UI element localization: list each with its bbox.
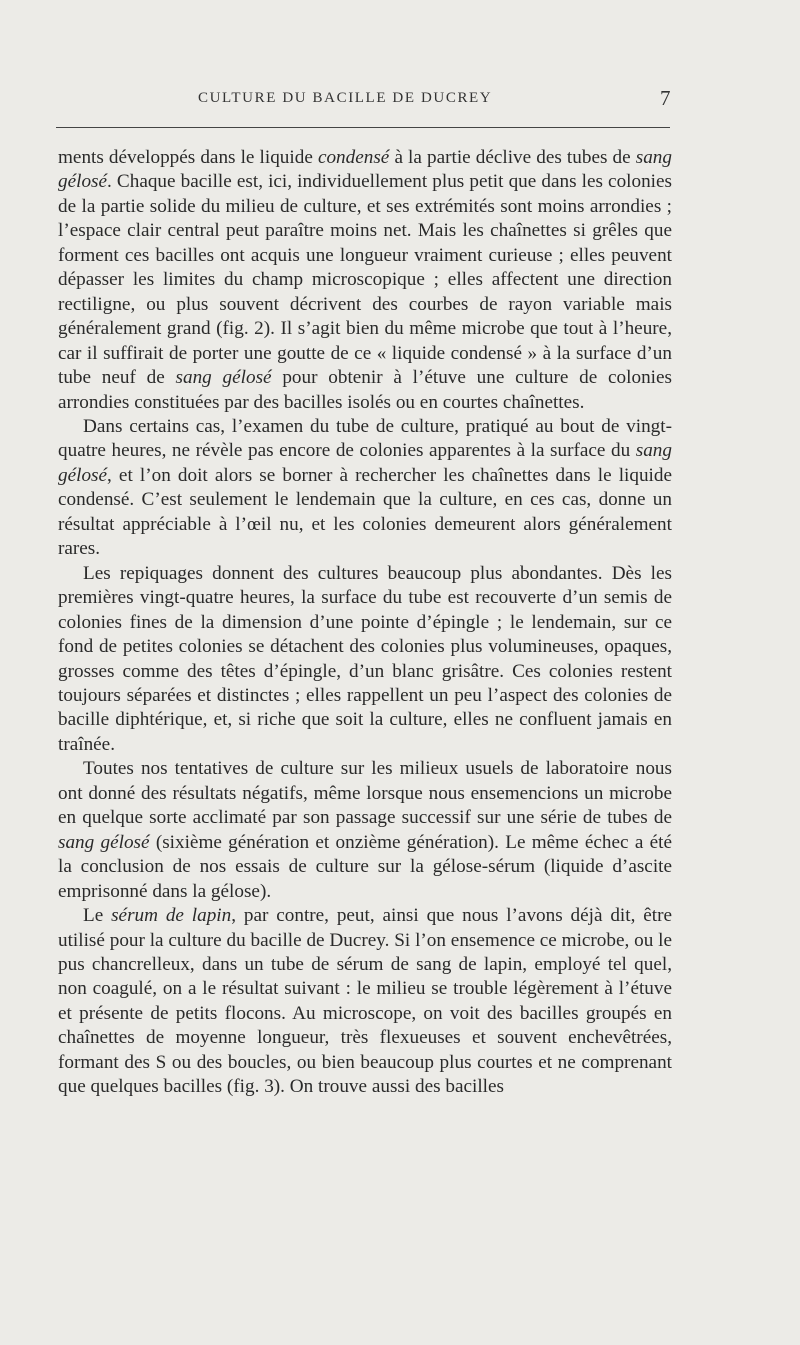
body-text xyxy=(58,146,672,1100)
italic-term: sang gélosé xyxy=(175,367,272,389)
text-run: Le xyxy=(83,905,112,927)
text-run: Les repiquages donnent des cultures beaucoup plus abondantes. Dès les premières vingt-quatre heures, la surface du tube est recouverte d’un semis de colonies fines de la dimension d’une pointe d’épingle ; le lendemain, sur ce fond de petites colonies se détachent des colonies plus volumineuses, opaques, grosses comme des têtes d’épingle, d’un blanc grisâtre. Ces colonies restent toujours séparées et distinctes ; elles rappellent un peu l’aspect des colonies de bacille diphtérique, et, si riche que soit la culture, elles ne confluent jamais en traînée. xyxy=(58,562,672,755)
text-run: , par contre, peut, ainsi que nous l’avons déjà dit, être utilisé pour la culture du bacille de Ducrey. Si l’on ensemence ce microbe, ou le pus chancrelleux, dans un tube de sérum de sang de lapin, employé tel quel, non coagulé, on a le résultat suivant : le milieu se trouble légèrement à l’étuve et présente de petits flocons. Au microscope, on voit des bacilles groupés en chaînettes de moyenne longueur, très flexueuses et souvent enchevêtrées, formant des S ou des boucles, ou bien beaucoup plus courtes et ne comprenant que quelques bacilles (fig. 3). On trouve aussi des bacilles xyxy=(58,905,672,1098)
italic-term: sang gélosé xyxy=(58,831,150,853)
paragraph xyxy=(58,757,672,904)
text-run: ments développés dans le liquide xyxy=(58,147,318,168)
text-run: pour obtenir à l’étuve une culture de colonies arrondies constituées par des bacilles isolés ou en courtes chaînettes. xyxy=(58,367,672,413)
italic-term: condensé xyxy=(317,147,390,168)
paragraph xyxy=(58,146,672,415)
page-number: 7 xyxy=(660,86,671,110)
text-run: Toutes nos tentatives de culture sur les milieux usuels de laboratoire nous ont donné des résultats négatifs, même lorsque nous ensemencions un microbe en quelque sorte acclimaté par son passage successif sur une série de tubes de xyxy=(58,758,672,829)
text-run: Dans certains cas, l’examen du tube de culture, pratiqué au bout de vingt-quatre heures, ne révèle pas encore de colonies apparentes à la surface du xyxy=(58,415,672,462)
paragraph xyxy=(58,904,672,1100)
italic-term: sang gélosé xyxy=(58,440,672,486)
text-run: , et l’on doit alors se borner à rechercher les chaînettes dans le liquide condensé. C’est seulement le lendemain que la culture, en ces cas, donne un résultat appréciable à l’œil nu, et les colonies demeurent alors généralement rares. xyxy=(58,464,672,560)
running-title: CULTURE DU BACILLE DE DUCREY xyxy=(198,90,493,106)
italic-term: sérum de lapin xyxy=(111,905,232,927)
italic-term: sang gélosé xyxy=(58,147,672,193)
text-run: (sixième génération et onzième génération). Le même échec a été la conclusion de nos essais de culture sur la gélose-sérum (liquide d’ascite emprisonné dans la gélose). xyxy=(58,831,672,902)
text-run: à la partie déclive des tubes de xyxy=(389,147,636,168)
paragraph xyxy=(58,562,672,758)
running-head xyxy=(58,86,670,116)
text-run: . Chaque bacille est, ici, individuellement plus petit que dans les colonies de la partie solide du milieu de culture, et ses extrémités sont moins arrondies ; l’espace clair central peut paraître moins net. Mais les chaînettes si grêles que forment ces bacilles ont acquis une longueur vraiment curieuse ; elles peuvent dépasser les limites du champ microscopique ; elles affectent une direction rectiligne, ou plus souvent décrivent des courbes de rayon variable mais généralement grand (fig. 2). Il s’agit bien du même microbe que tout à l’heure, car il suffirait de porter une goutte de ce « liquide condensé » à la surface d’un tube neuf de xyxy=(58,171,672,389)
header-rule xyxy=(56,127,670,128)
paragraph xyxy=(58,415,672,562)
